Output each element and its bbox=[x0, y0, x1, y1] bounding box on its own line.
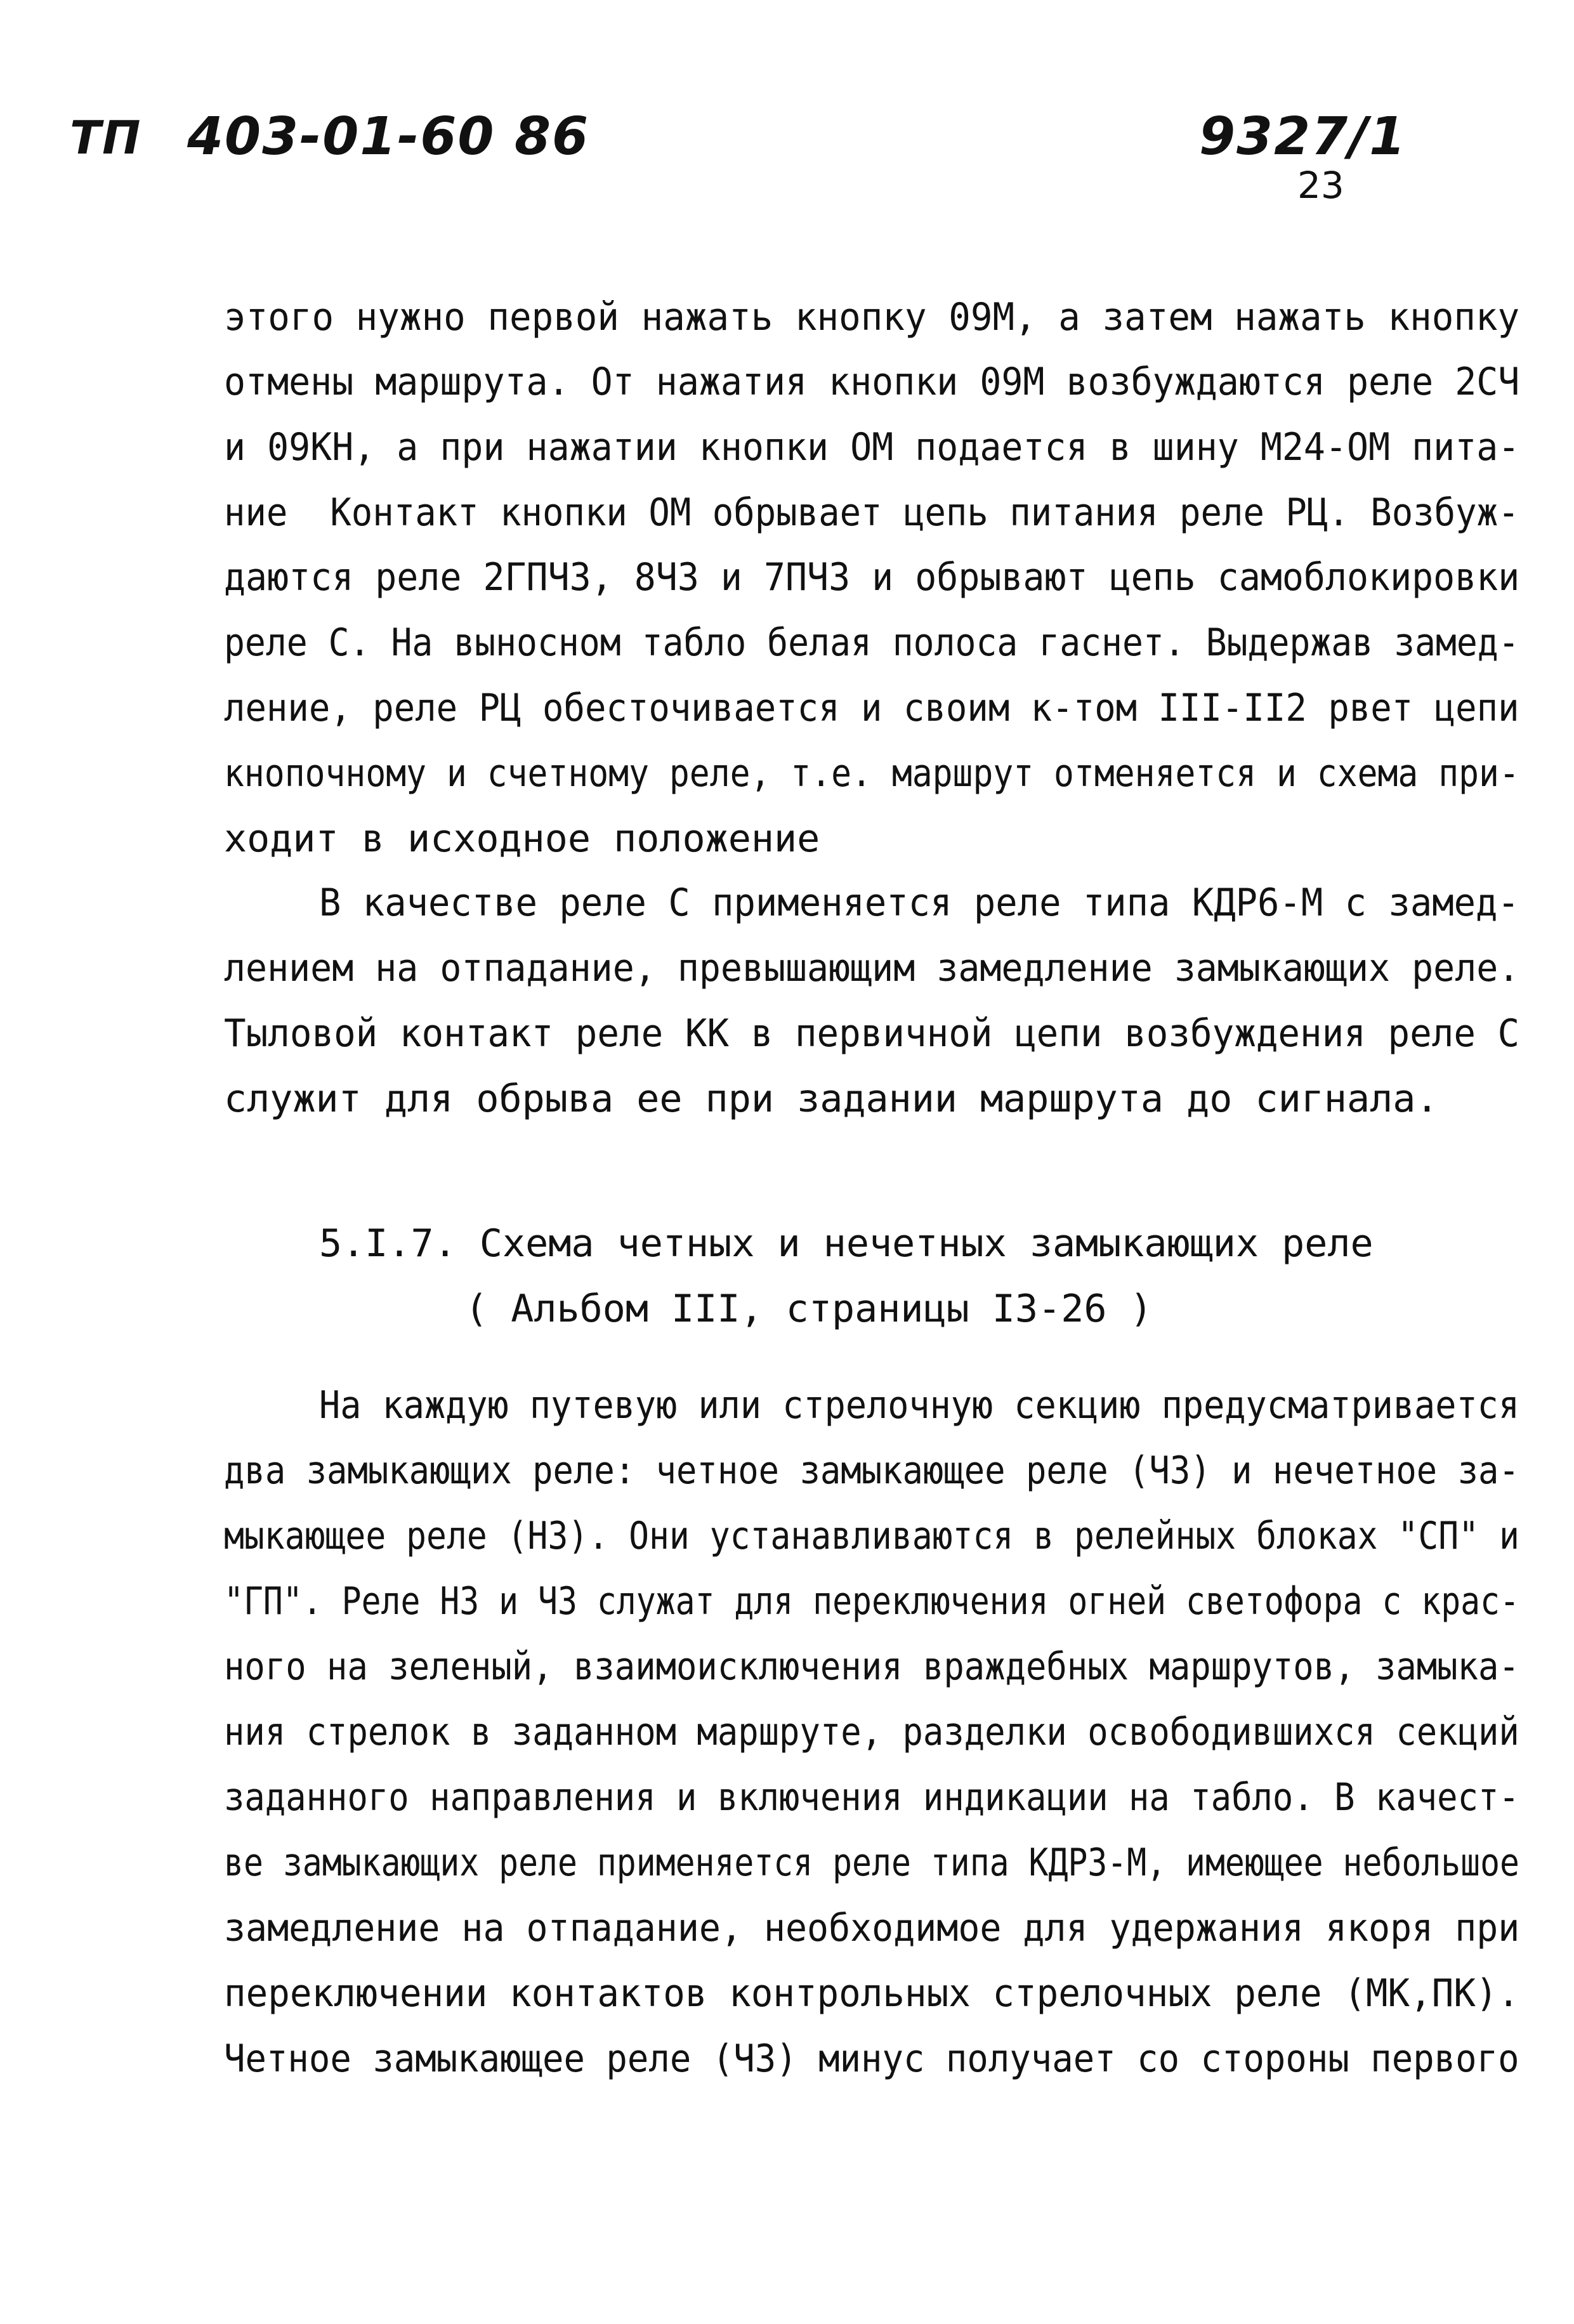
body-line: два замыкающих реле: четное замыкающее реле (ЧЗ) и нечетное за- bbox=[224, 1448, 1519, 1493]
section-subheading: ( Альбом III, страницы I3-26 ) bbox=[465, 1287, 1153, 1331]
section-heading: 5.I.7. Схема четных и нечетных замыкающих реле bbox=[319, 1221, 1374, 1266]
body-line: "ГП". Реле НЗ и ЧЗ служат для переключения огней светофора с крас- bbox=[224, 1579, 1520, 1624]
body-line: Тыловой контакт реле КК в первичной цепи возбуждения реле С bbox=[224, 1011, 1520, 1056]
body-line: ходит в исходное положение bbox=[224, 817, 820, 861]
body-line: реле С. На выносном табло белая полоса гаснет. Выдержав замед- bbox=[224, 620, 1519, 665]
body-line: переключении контактов контрольных стрелочных реле (МК,ПК). bbox=[224, 1971, 1520, 2016]
body-line: ного на зеленый, взаимоисключения враждебных маршрутов, замыка- bbox=[224, 1645, 1519, 1689]
body-line: В качестве реле С применяется реле типа КДР6-М с замед- bbox=[319, 881, 1519, 925]
body-line: служит для обрыва ее при задании маршрута до сигнала. bbox=[224, 1077, 1439, 1121]
body-line: ние Контакт кнопки ОМ обрывает цепь питания реле РЦ. Возбуж- bbox=[224, 490, 1519, 535]
header-tp-label: ТП bbox=[70, 111, 142, 164]
body-line: На каждую путевую или стрелочную секцию предусматривается bbox=[319, 1383, 1520, 1428]
body-line: ление, реле РЦ обесточивается и своим к-том III-II2 рвет цепи bbox=[224, 686, 1519, 730]
body-line: ния стрелок в заданном маршруте, разделки освободившихся секций bbox=[224, 1710, 1519, 1754]
body-line: кнопочному и счетному реле, т.е. маршрут отменяется и схема при- bbox=[224, 751, 1519, 796]
body-line: Четное замыкающее реле (ЧЗ) минус получает со стороны первого bbox=[224, 2037, 1519, 2081]
body-line: даются реле 2ГПЧЗ, 8ЧЗ и 7ПЧЗ и обрывают цепь самоблокировки bbox=[224, 555, 1520, 600]
page-number: 23 bbox=[1297, 164, 1344, 207]
header-handwritten-number: 9327/1 bbox=[1199, 107, 1407, 167]
body-line: отмены маршрута. От нажатия кнопки 09М возбуждаются реле 2СЧ bbox=[224, 360, 1520, 404]
header-project-code: 403-01-60 86 bbox=[187, 107, 590, 167]
body-line: и 09КН, а при нажатии кнопки ОМ подается в шину М24-ОМ пита- bbox=[224, 425, 1520, 469]
body-line: мыкающее реле (НЗ). Они устанавливаются в релейных блоках "СП" и bbox=[224, 1514, 1519, 1558]
body-line: замедление на отпадание, необходимое для удержания якоря при bbox=[224, 1906, 1520, 1950]
body-line: заданного направления и включения индикации на табло. В качест- bbox=[224, 1775, 1519, 1820]
body-line: ве замыкающих реле применяется реле типа КДРЗ-М, имеющее небольшое bbox=[224, 1841, 1520, 1885]
body-line: лением на отпадание, превышающим замедление замыкающих реле. bbox=[224, 946, 1520, 990]
body-line: этого нужно первой нажать кнопку 09М, а затем нажать кнопку bbox=[224, 295, 1520, 339]
